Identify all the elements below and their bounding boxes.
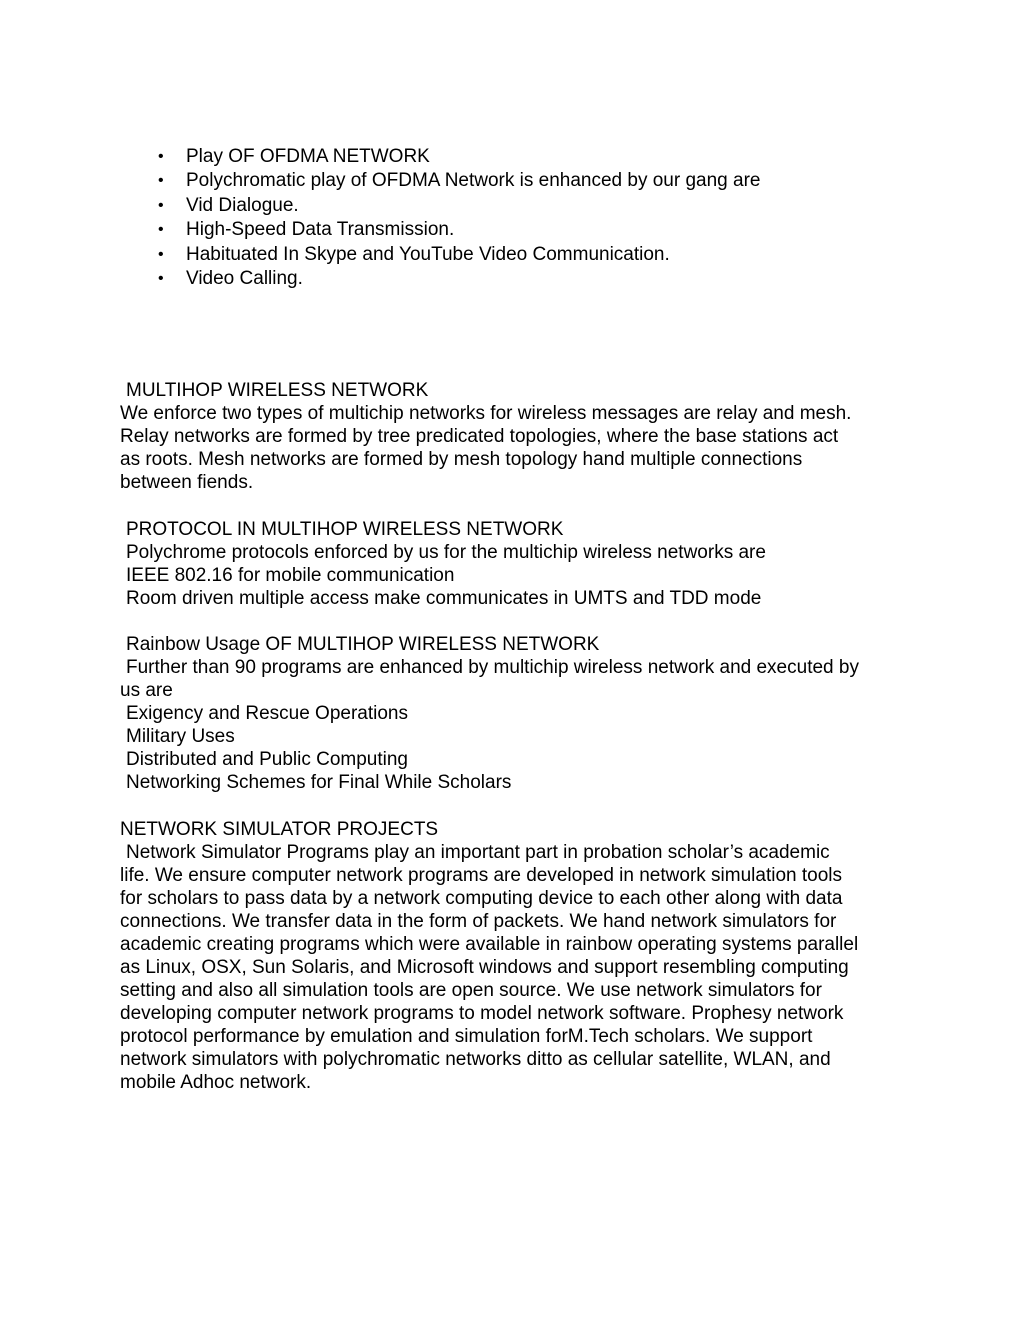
bullet-icon: • (158, 172, 164, 190)
usage-item: Military Uses (126, 726, 235, 747)
list-item: • Vid Dialogue. (120, 194, 920, 218)
paragraph-line: academic creating programs which were available in rainbow operating systems parallel (120, 934, 859, 955)
usage-item: Networking Schemes for Final While Scholars (126, 772, 512, 793)
simulator-heading: NETWORK SIMULATOR PROJECTS (120, 819, 439, 840)
bullet-icon: • (158, 196, 164, 214)
list-item: • High-Speed Data Transmission. (120, 218, 920, 242)
paragraph-line: developing computer network programs to model network software. Prophesy network (120, 1003, 844, 1024)
usage-item: Exigency and Rescue Operations (126, 703, 408, 724)
paragraph-line: connections. We transfer data in the form of packets. We hand network simulators for (120, 911, 837, 932)
bullet-icon: • (158, 269, 164, 287)
multihop-section (120, 379, 920, 494)
paragraph-line: Polychrome protocols enforced by us for the multichip wireless networks are (126, 542, 766, 563)
paragraph-line: us are (120, 680, 173, 701)
protocol-heading: PROTOCOL IN MULTIHOP WIRELESS NETWORK (126, 519, 564, 540)
paragraph-line: between fiends. (120, 472, 254, 493)
bullet-icon: • (158, 245, 164, 263)
paragraph-line: IEEE 802.16 for mobile communication (126, 565, 455, 586)
list-item: • Polychromatic play of OFDMA Network is enhanced by our gang are (120, 169, 920, 193)
list-item: • Video Calling. (120, 267, 920, 291)
paragraph-line: Further than 90 programs are enhanced by multichip wireless network and executed by (126, 657, 859, 678)
paragraph-line: Network Simulator Programs play an important part in probation scholar’s academic (126, 842, 830, 863)
simulator-section (120, 818, 920, 1094)
paragraph-line: Relay networks are formed by tree predicated topologies, where the base stations act (120, 426, 839, 447)
ofdma-bullet-list (120, 145, 920, 291)
list-item: • Habituated In Skype and YouTube Video Communication. (120, 243, 920, 267)
multihop-heading: MULTIHOP WIRELESS NETWORK (126, 380, 429, 401)
paragraph-line: for scholars to pass data by a network computing device to each other along with data (120, 888, 843, 909)
bullet-icon: • (158, 221, 164, 239)
protocol-section (120, 518, 920, 610)
paragraph-line: protocol performance by emulation and simulation forM.Tech scholars. We support (120, 1026, 813, 1047)
list-item: • Play OF OFDMA NETWORK (120, 145, 920, 169)
paragraph-line: as Linux, OSX, Sun Solaris, and Microsoft windows and support resembling computing (120, 957, 849, 978)
bullet-icon: • (158, 148, 164, 165)
paragraph-line: life. We ensure computer network programs are developed in network simulation tools (120, 865, 842, 886)
usage-section (120, 633, 920, 794)
paragraph-line: Room driven multiple access make communicates in UMTS and TDD mode (126, 588, 762, 609)
paragraph-line: setting and also all simulation tools are open source. We use network simulators for (120, 980, 822, 1001)
paragraph-line: as roots. Mesh networks are formed by mesh topology hand multiple connections (120, 449, 803, 470)
paragraph-line: network simulators with polychromatic networks ditto as cellular satellite, WLAN, and (120, 1049, 831, 1070)
usage-heading: Rainbow Usage OF MULTIHOP WIRELESS NETWORK (126, 634, 600, 655)
paragraph-line: mobile Adhoc network. (120, 1072, 312, 1093)
usage-item: Distributed and Public Computing (126, 749, 408, 770)
paragraph-line: We enforce two types of multichip networks for wireless messages are relay and mesh. (120, 403, 852, 424)
